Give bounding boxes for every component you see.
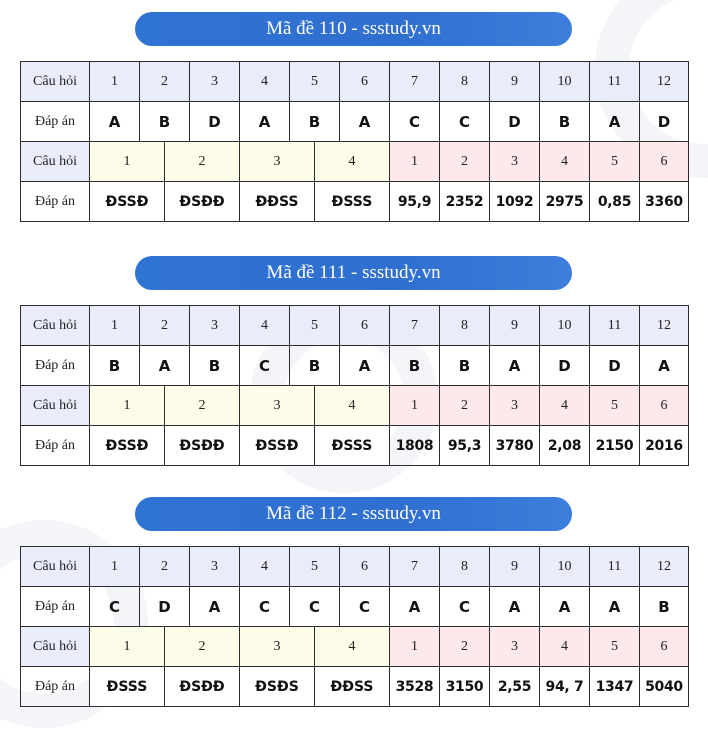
question-number-cell: 10: [540, 547, 590, 587]
answer-cell: C: [390, 102, 440, 142]
answer-cell: 3780: [490, 426, 540, 466]
row-label-question: Câu hỏi: [21, 627, 90, 667]
answer-cell: 5040: [640, 667, 689, 707]
answer-cell: C: [240, 587, 290, 627]
question-number-cell: 4: [348, 638, 356, 654]
row-label-answer: Đáp án: [21, 346, 90, 386]
question-number-cell: 2: [440, 386, 490, 426]
row-label-answer: Đáp án: [21, 426, 90, 466]
answer-cell: A: [590, 587, 640, 627]
table-row: [21, 306, 689, 346]
table-row: [21, 547, 689, 587]
answer-cell: A: [140, 346, 190, 386]
question-number-cell: 5: [590, 386, 640, 426]
table-row: [21, 426, 689, 466]
row-label-answer: Đáp án: [21, 182, 90, 222]
question-number-cell: 2: [440, 142, 490, 182]
question-number-cell: 1: [90, 386, 165, 425]
answer-cell: 95,3: [440, 426, 490, 466]
question-number-cell: 3: [190, 547, 240, 587]
question-number-cell: 5: [290, 547, 340, 587]
table-row: [21, 182, 689, 222]
question-number-cell: 2: [140, 547, 190, 587]
answer-cell: B: [290, 102, 340, 142]
question-number-cell: 1: [90, 306, 140, 346]
question-number-cell: 2: [165, 142, 240, 181]
question-number-cell: 7: [390, 62, 440, 102]
true-false-answer-group: [90, 182, 390, 222]
question-number-cell: 4: [240, 306, 290, 346]
table-row: [21, 587, 689, 627]
answer-cell: A: [190, 587, 240, 627]
answer-cell: 2,08: [540, 426, 590, 466]
answer-cell: B: [540, 102, 590, 142]
answer-cell: C: [340, 587, 390, 627]
question-number-cell: 8: [440, 306, 490, 346]
answer-cell: B: [390, 346, 440, 386]
answer-cell: 1808: [390, 426, 440, 466]
question-number-cell: 6: [340, 547, 390, 587]
answer-cell: C: [440, 587, 490, 627]
question-number-cell: 12: [640, 547, 689, 587]
question-number-cell: 3: [490, 627, 540, 667]
question-number-cell: 11: [590, 306, 640, 346]
question-number-cell: 2: [140, 306, 190, 346]
answer-cell: A: [490, 587, 540, 627]
answer-cell: 3528: [390, 667, 440, 707]
answer-cell: D: [490, 102, 540, 142]
question-number-cell: 1: [90, 62, 140, 102]
question-number-cell: 1: [90, 627, 165, 666]
question-number-cell: 3: [190, 306, 240, 346]
table-row: [21, 627, 689, 667]
answer-cell: 1347: [590, 667, 640, 707]
row-label-question: Câu hỏi: [21, 142, 90, 182]
question-number-cell: 3: [240, 386, 315, 425]
answer-cell: A: [390, 587, 440, 627]
answer-cell: ĐSSS: [90, 667, 165, 706]
question-number-cell: 4: [540, 627, 590, 667]
question-number-cell: 5: [590, 627, 640, 667]
answer-cell: A: [340, 346, 390, 386]
answer-cell: 2975: [540, 182, 590, 222]
question-number-cell: 6: [640, 386, 689, 426]
row-label-answer: Đáp án: [21, 102, 90, 142]
table-row: [21, 346, 689, 386]
question-number-cell: 7: [390, 547, 440, 587]
question-number-cell: 4: [348, 153, 356, 169]
table-row: [21, 62, 689, 102]
answer-cell: ĐSSS: [315, 182, 389, 221]
answer-cell: 0,85: [590, 182, 640, 222]
question-number-cell: 5: [290, 306, 340, 346]
answer-cell: A: [90, 102, 140, 142]
question-number-cell: 2: [165, 386, 240, 425]
true-false-question-group: [90, 627, 390, 667]
answer-cell: 2016: [640, 426, 689, 466]
question-number-cell: 7: [390, 306, 440, 346]
answer-cell: 3360: [640, 182, 689, 222]
answer-cell: C: [240, 346, 290, 386]
question-number-cell: 2: [165, 627, 240, 666]
table-row: [21, 667, 689, 707]
question-number-cell: 8: [440, 62, 490, 102]
answer-cell: A: [490, 346, 540, 386]
question-number-cell: 5: [590, 142, 640, 182]
answer-cell: ĐSĐS: [240, 667, 315, 706]
question-number-cell: 12: [640, 62, 689, 102]
question-number-cell: 4: [540, 386, 590, 426]
true-false-question-group: [90, 386, 390, 426]
answer-cell: ĐSĐĐ: [165, 426, 240, 465]
answer-cell: A: [590, 102, 640, 142]
answer-cell: A: [340, 102, 390, 142]
table-row: [21, 386, 689, 426]
question-number-cell: 3: [240, 627, 315, 666]
question-number-cell: 10: [540, 62, 590, 102]
answer-table: [20, 61, 689, 222]
question-number-cell: 4: [240, 62, 290, 102]
answer-cell: A: [640, 346, 689, 386]
question-number-cell: 6: [340, 62, 390, 102]
question-number-cell: 9: [490, 306, 540, 346]
row-label-question: Câu hỏi: [21, 547, 90, 587]
answer-cell: D: [590, 346, 640, 386]
question-number-cell: 3: [240, 142, 315, 181]
row-label-question: Câu hỏi: [21, 306, 90, 346]
exam-code-title: Mã đề 110 - ssstudy.vn: [135, 12, 572, 46]
answer-cell: ĐSSS: [315, 426, 389, 465]
answer-cell: ĐSSĐ: [90, 182, 165, 221]
answer-table: [20, 546, 689, 707]
question-number-cell: 9: [490, 62, 540, 102]
answer-cell: 3150: [440, 667, 490, 707]
answer-cell: ĐSSĐ: [240, 426, 315, 465]
answer-cell: C: [290, 587, 340, 627]
answer-cell: D: [640, 102, 689, 142]
answer-cell: B: [440, 346, 490, 386]
answer-cell: ĐSĐĐ: [165, 667, 240, 706]
answer-cell: ĐSSĐ: [90, 426, 165, 465]
question-number-cell: 1: [390, 627, 440, 667]
answer-cell: 2150: [590, 426, 640, 466]
question-number-cell: 1: [90, 142, 165, 181]
answer-cell: 2,55: [490, 667, 540, 707]
question-number-cell: 1: [390, 386, 440, 426]
question-number-cell: 4: [540, 142, 590, 182]
row-label-answer: Đáp án: [21, 667, 90, 707]
row-label-answer: Đáp án: [21, 587, 90, 627]
question-number-cell: 2: [140, 62, 190, 102]
answer-cell: ĐĐSS: [240, 182, 315, 221]
table-row: [21, 102, 689, 142]
answer-cell: A: [240, 102, 290, 142]
true-false-answer-group: [90, 426, 390, 466]
answer-cell: D: [140, 587, 190, 627]
answer-cell: ĐSĐĐ: [165, 182, 240, 221]
exam-code-title: Mã đề 111 - ssstudy.vn: [135, 256, 572, 290]
answer-cell: A: [540, 587, 590, 627]
question-number-cell: 4: [240, 547, 290, 587]
answer-cell: 95,9: [390, 182, 440, 222]
question-number-cell: 8: [440, 547, 490, 587]
question-number-cell: 3: [490, 386, 540, 426]
question-number-cell: 11: [590, 547, 640, 587]
question-number-cell: 6: [640, 142, 689, 182]
question-number-cell: 12: [640, 306, 689, 346]
table-row: [21, 142, 689, 182]
row-label-question: Câu hỏi: [21, 386, 90, 426]
answer-cell: 2352: [440, 182, 490, 222]
question-number-cell: 6: [640, 627, 689, 667]
answer-cell: B: [290, 346, 340, 386]
answer-cell: D: [190, 102, 240, 142]
answer-cell: 1092: [490, 182, 540, 222]
exam-code-title: Mã đề 112 - ssstudy.vn: [135, 497, 572, 531]
question-number-cell: 1: [390, 142, 440, 182]
question-number-cell: 5: [290, 62, 340, 102]
answer-cell: ĐĐSS: [315, 667, 389, 706]
question-number-cell: 9: [490, 547, 540, 587]
answer-cell: D: [540, 346, 590, 386]
question-number-cell: 1: [90, 547, 140, 587]
answer-cell: B: [640, 587, 689, 627]
question-number-cell: 4: [348, 397, 356, 413]
question-number-cell: 6: [340, 306, 390, 346]
answer-cell: B: [90, 346, 140, 386]
question-number-cell: 3: [490, 142, 540, 182]
row-label-question: Câu hỏi: [21, 62, 90, 102]
answer-cell: 94, 7: [540, 667, 590, 707]
question-number-cell: 2: [440, 627, 490, 667]
answer-table: [20, 305, 689, 466]
answer-cell: B: [140, 102, 190, 142]
answer-cell: C: [440, 102, 490, 142]
answer-cell: C: [90, 587, 140, 627]
answer-cell: B: [190, 346, 240, 386]
question-number-cell: 3: [190, 62, 240, 102]
question-number-cell: 10: [540, 306, 590, 346]
true-false-answer-group: [90, 667, 390, 707]
question-number-cell: 11: [590, 62, 640, 102]
true-false-question-group: [90, 142, 390, 182]
